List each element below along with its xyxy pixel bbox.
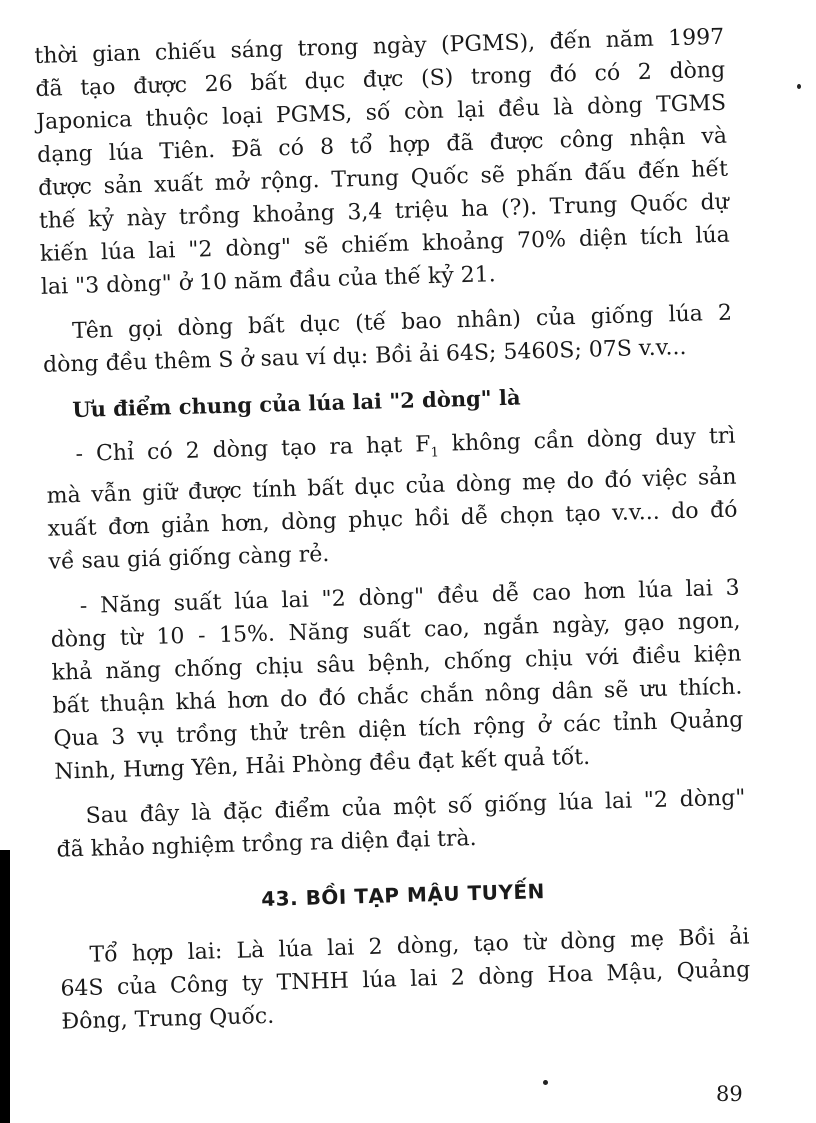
scan-page-edge: [0, 850, 10, 1123]
text-line: lai "3 dòng" ở 10 năm đầu của thế kỷ 21.: [40, 262, 497, 300]
section-heading: Ưu điểm chung của lúa lai "2 dòng" là: [71, 384, 521, 423]
text-line: xuất đơn giản hơn, dòng phục hồi dễ chọn tạo v.v... do đó: [47, 497, 738, 543]
paragraph-6: [59, 921, 751, 1039]
text-line: Tổ hợp lai: Là lúa lai 2 dòng, tạo từ dòng mẹ Bồi ải: [89, 924, 750, 969]
text-line: mà vẫn giữ được tính bất dục của dòng mẹ do đó việc sản: [46, 464, 737, 510]
text-line: dòng đều thêm S ở sau ví dụ: Bồi ải 64S; 5460S; 07S v.v...: [42, 334, 687, 378]
text-line: đã khảo nghiệm trồng ra diện đại trà.: [56, 826, 477, 864]
text-line: đã tạo được 26 bất dục đực (S) trong đó có 2 dòng: [35, 57, 726, 102]
page-number: 89: [716, 1082, 743, 1106]
text-line: Ninh, Hưng Yên, Hải Phòng đều đạt kết quả tốt.: [54, 745, 591, 786]
text-line: được sản xuất mở rộng. Trung Quốc sẽ phấn đấu đến hết: [37, 156, 729, 201]
text-line: thế kỷ này trồng khoảng 3,4 triệu ha (?). Trung Quốc dự: [38, 189, 730, 234]
paragraph-1: [34, 21, 731, 304]
paragraph-4: [49, 572, 744, 789]
subscript: 1: [430, 445, 440, 461]
text-line: Đông, Trung Quốc.: [61, 1004, 275, 1036]
text-fragment: không cần dòng duy trì: [438, 423, 736, 457]
text-line: thời gian chiếu sáng trong ngày (PGMS), đến năm 1997: [34, 24, 725, 69]
text-line: dòng từ 10 - 15%. Năng suất cao, ngắn ngày, gạo ngon,: [50, 608, 741, 654]
text-line: bất thuận khá hơn do đó chắc chắn nông dân sẽ ưu thích.: [52, 674, 743, 720]
text-fragment: - Chỉ có 2 dòng tạo ra hạt F: [75, 432, 431, 467]
text-line: Tên gọi dòng bất dục (tế bao nhân) của giống lúa 2: [71, 300, 733, 345]
scan-speck: [543, 1080, 548, 1085]
text-line: - Năng suất lúa lai "2 dòng" đều dễ cao hơn lúa lai 3: [79, 575, 740, 620]
scan-speck: [797, 84, 801, 89]
text-line: Qua 3 vụ trồng thử trên diện tích rộng ở các tỉnh Quảng: [53, 707, 744, 753]
paragraph-3: [45, 420, 739, 580]
page-text: [34, 21, 752, 1039]
section-title: 43. BỒI TẠP MẬU TUYẾN: [260, 879, 546, 912]
text-line: Sau đây là đặc điểm của một số giống lúa lai "2 dòng": [85, 785, 746, 830]
text-line: Japonica thuộc loại PGMS, số còn lại đều là dòng TGMS: [35, 90, 727, 135]
text-line: dạng lúa Tiên. Đã có 8 tổ hợp đã được công nhận và: [36, 123, 728, 168]
text-line: 64S của Công ty TNHH lúa lai 2 dòng Hoa Mậu, Quảng: [60, 957, 751, 1003]
text-line: khả năng chống chịu sâu bệnh, chống chịu với điều kiện: [51, 641, 742, 687]
text-line: kiến lúa lai "2 dòng" sẽ chiếm khoảng 70% diện tích lúa: [39, 222, 731, 267]
text-line: về sau giá giống càng rẻ.: [48, 542, 330, 576]
